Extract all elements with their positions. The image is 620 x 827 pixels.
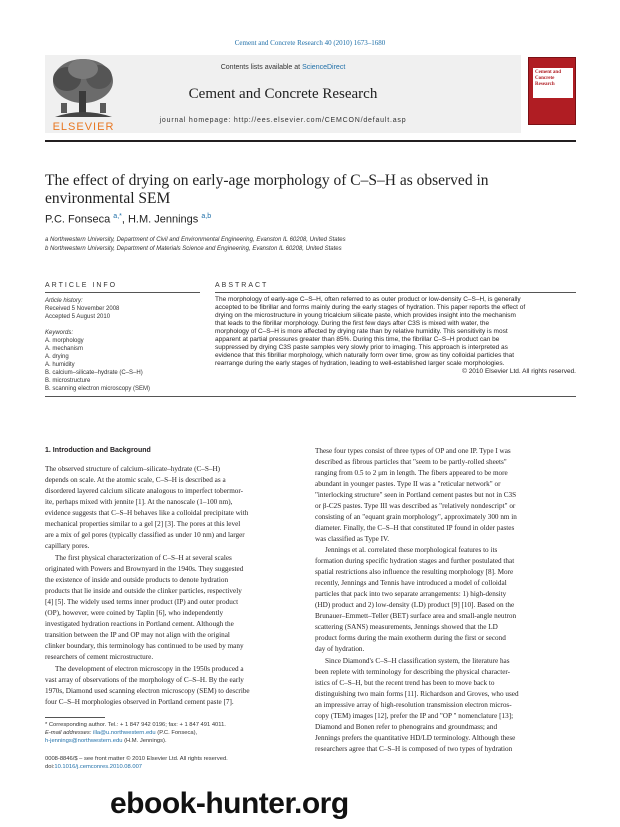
doi-line [45,764,142,770]
body-line: Brunauer–Emmett–Teller (BET) surface area and small-angle neutron [315,612,517,620]
author-separator: , [121,213,128,226]
body-line: clinker boundary, this terminology has continued to be used by many [45,642,244,650]
journal-homepage[interactable]: journal homepage: http://ees.elsevier.com/CEMCON/default.asp [159,117,407,124]
email-link[interactable]: illa@u.northwestern.edu [93,730,156,736]
body-line: (OP), however, were coined by Taplin [6], who independently [45,609,224,617]
body-line: product forms during the main exotherm during the first or second [315,634,506,642]
body-line: originated with Powers and Brownyard in the 1940s. They suggested [45,565,244,573]
body-line: an impressive array of high-resolution transmission electron micros- [315,701,512,709]
body-line: evidence suggests that C–S–H behaves like a colloidal precipitate with [45,509,249,517]
abstract-line: drying on the microstructure in young tricalcium silicate paste, which provides insight into the mechanism [215,312,516,319]
abstract-line: evidence that this fibrillar morphology, which naturally form over time, grow as tiny colloidal particles that [215,352,515,359]
elsevier-logo-text: ELSEVIER [52,121,115,133]
email-label: E-mail addresses: [45,730,92,736]
author-affiliation-mark[interactable]: a,b [201,213,212,220]
body-line: particles that pack into two separate arrangements: 1) high-density [315,590,507,598]
abstract-line: apparent at partial pressures greater than 85%. During this time, the fibrillar C–S–H product can be [215,336,500,343]
body-line: researchers agree that C–S–H is composed of two types of hydration [315,745,513,753]
abstract-line: suppressed by drying C3S paste samples very slowly prior to imaging. This approach is interpreted as [215,344,508,351]
body-line: ranging from 0.5 to 2 μm in length. The fibers appeared to be more [315,469,508,477]
body-line: mechanical properties similar to a gel [2] [3]. The pores at this level [45,520,241,528]
body-line: been replete with terminology for describing the physical character- [315,668,511,676]
keyword: B. microstructure [45,378,91,384]
body-line: istics of C–S–H, but the recent trend has been to move back to [315,679,495,687]
abstract-line: rearrange during the early stages of hydration, leading to well-established larger scale morphologies. [215,360,505,367]
body-line: disordered layered calcium silicate analogous to imperfect tobermor- [45,487,244,495]
issn-line: 0008-8846/$ – see front matter © 2010 Elsevier Ltd. All rights reserved. [45,756,228,762]
body-line: Jennings et al. correlated these morphological features to its [325,546,498,554]
journal-cover-thumbnail [528,57,576,125]
body-line: diameter. Finally, the C–S–H that constituted IP found in older pastes [315,524,515,532]
abstract-divider [215,292,576,293]
article-info-heading: ARTICLE INFO [45,282,118,289]
keywords-label: Keywords: [45,330,74,336]
email-link[interactable]: h-jennings@northwestern.edu [45,738,123,744]
body-line: [4] [5]. The widely used terms inner product (IP) and outer product [45,598,239,606]
body-line: ite, perhaps mixed with jennite [1]. At the nanoscale (1–100 nm), [45,498,233,506]
body-line: depends on scale. At the atomic scale, C–S–H is described as a [45,476,226,484]
body-line: described as fibrous particles that "seem to be partly-rolled sheets" [315,458,507,466]
history-accepted: Accepted 5 August 2010 [45,314,111,320]
body-line: transition between the IP and OP may not align with the original [45,631,230,639]
body-line: Jennings prefers the quantitative HD/LD terminology. Although these [315,734,516,742]
body-line: recently, Jennings and Tennis have introduced a model of colloidal [315,579,507,587]
email-line [45,738,167,744]
keyword: A. humidity [45,362,75,368]
body-line: products that lie inside and outside the clinker particles, respectively [45,587,242,595]
body-line: researchers of cement microstructure. [45,653,154,661]
body-line: These four types consist of three types of OP and one IP. Type I was [315,447,511,455]
doi-prefix: doi: [45,764,55,770]
article-title [45,172,565,208]
abstract-line: morphology of C–S–H is more affected by drying rate than by relative humidity. This sensitivity is most [215,328,508,335]
corresponding-author-note: * Corresponding author. Tel.: + 1 847 942 0196; fax: + 1 847 491 4011. [45,722,226,728]
email-owner: (H.M. Jennings). [124,738,167,744]
body-line: or β-C2S pastes. Type III was described as "relatively nondescript" or [315,502,516,510]
abstract-copyright: © 2010 Elsevier Ltd. All rights reserved. [462,368,576,375]
body-line: The observed structure of calcium–silicate–hydrate (C–S–H) [45,465,221,473]
body-line: day of hydration. [315,645,365,653]
body-line: consisting of an "equant grain morphology", approximately 300 nm in [315,513,517,521]
affiliation: a Northwestern University, Department of Civil and Environmental Engineering, Evanston IL 60208, United States [45,237,346,243]
abstract-line: accepted to be fibrillar and forms mainly during the early stages of hydration. This paper reports the effect of [215,304,526,311]
affiliation: b Northwestern University, Department of Materials Science and Engineering, Evanston IL 60208, United States [45,246,342,252]
body-line: copy (TEM) images [12], prefer the IP and "OP " nomenclature [13]; [315,712,514,720]
body-line: the existence of inside and outside products to denote hydration [45,576,229,584]
author-affiliation-mark[interactable]: a,* [113,213,122,220]
keyword: B. scanning electron microscopy (SEM) [45,386,151,392]
body-line: investigated hydration reactions in Portland cement. Although the [45,620,234,628]
body-line: are a mix of gel pores (typically classified as under 10 nm) and larger [45,531,245,539]
email-line [45,730,197,736]
author-list [45,213,211,226]
author-name: H.M. Jennings [127,213,199,226]
cover-title: Cement and Concrete Research [535,70,561,87]
contents-prefix: Contents lists available at [220,64,301,71]
body-line: The first physical characterization of C–S–H at several scales [55,554,232,562]
journal-citation[interactable]: Cement and Concrete Research 40 (2010) 1673–1680 [234,39,386,47]
body-line: 1970s, Diamond used scanning electron microscopy (SEM) to describe [45,687,250,695]
sciencedirect-link[interactable]: ScienceDirect [302,64,346,71]
history-label: Article history: [45,298,83,304]
abstract-line: that leads to the fibrillar morphology. During the first few days after C3S is mixed with water, the [215,320,490,327]
body-line: scattering (SANS) measurements, Jennings showed that the LD [315,623,498,631]
watermark-text: ebook-hunter.org [110,787,349,820]
abstract-line: The morphology of early-age C–S–H, often referred to as outer product or low-density C–S–H, is generally [215,296,521,303]
header-divider [45,140,576,142]
keyword: A. morphology [45,338,84,344]
body-line: spatial restrictions also influence the resulting morphology [8]. More [315,568,514,576]
article-info-divider [45,292,200,293]
history-received: Received 5 November 2008 [45,306,120,312]
body-line: Diamond and Bonen refer to phenograins and groundmass; and [315,723,498,731]
abstract-bottom-divider [45,396,576,397]
section-heading: 1. Introduction and Background [45,447,151,454]
body-line: capillary pores. [45,542,90,550]
article-title-line: The effect of drying on early-age morphology of C–S–H as observed in [45,172,489,189]
abstract-heading: ABSTRACT [215,282,269,289]
footnote-divider [45,717,105,718]
email-owner: (P.C. Fonseca), [157,730,198,736]
journal-title[interactable]: Cement and Concrete Research [188,86,378,102]
body-line: formation during specific hydration stages and further postulated that [315,557,515,565]
body-line: The development of electron microscopy in the 1950s produced a [55,665,244,673]
body-line: (HD) product and 2) low-density (LD) product [9] [10]. Based on the [315,601,515,609]
body-line: Since Diamond's C–S–H classification system, the literature has [325,657,510,665]
contents-available-line [45,64,521,71]
body-line: distinguishing two main forms [11]. Richardson and Groves, who used [315,690,519,698]
body-line: vast array of observations of the morphology of C–S–H. By the early [45,676,244,684]
keyword: B. calcium–silicate–hydrate (C–S–H) [45,370,143,376]
doi-link[interactable]: 10.1016/j.cemconres.2010.08.007 [54,764,143,770]
body-line: "interlocking structure" seen in Portland cement pastes but not in C3S [315,491,517,499]
body-line: four C–S–H morphologies observed in Portland cement paste [7]. [45,698,234,706]
body-line: abundant in younger pastes. Type II was a "reticular network" or [315,480,501,488]
keyword: A. mechanism [45,346,84,352]
article-title-line: environmental SEM [45,190,171,207]
author-name: P.C. Fonseca [45,213,111,226]
body-line: was classified as Type IV. [315,535,390,543]
keyword: A. drying [45,354,69,360]
